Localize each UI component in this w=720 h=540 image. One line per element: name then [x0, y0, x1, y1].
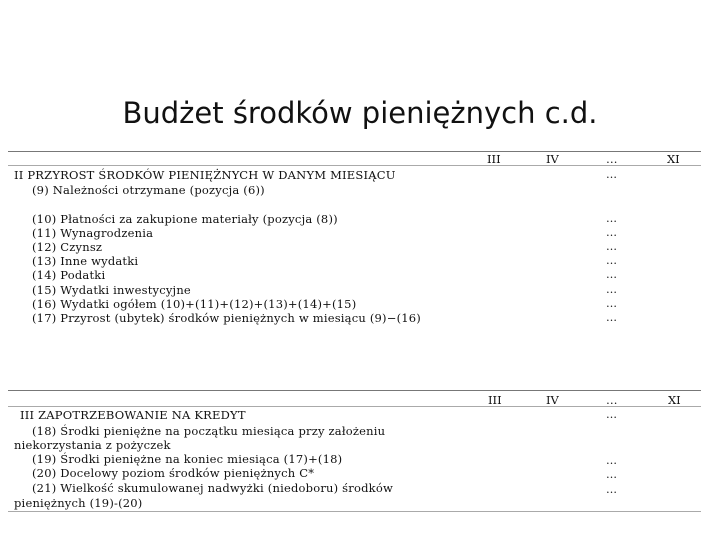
row-label: (11) Wynagrodzenia: [32, 226, 154, 240]
row-label: (12) Czynsz: [32, 240, 103, 254]
row-value: …: [606, 483, 617, 496]
row-value: …: [606, 254, 617, 267]
column-header-iii: III: [488, 393, 502, 407]
column-header-iv: IV: [546, 393, 559, 407]
row-label: (18) Środki pieniężne na początku miesiąca przy założeniu: [32, 424, 386, 438]
row-label: (20) Docelowy poziom środków pieniężnych C*: [32, 466, 315, 480]
row-label: (19) Środki pieniężne na koniec miesiąca (17)+(18): [32, 452, 343, 466]
column-header-ellipsis: …: [606, 393, 618, 407]
section-heading: III ZAPOTRZEBOWANIE NA KREDYT: [20, 408, 246, 422]
slide-title: Budżet środków pieniężnych c.d.: [122, 96, 598, 130]
table-top-rule: [8, 390, 701, 391]
row-label: (15) Wydatki inwestycyjne: [32, 283, 191, 297]
column-header-xi: XI: [667, 152, 680, 166]
table-top-rule-2: [8, 406, 701, 407]
table-top-rule-2: [8, 165, 701, 166]
row-label: (10) Płatności za zakupione materiały (pozycja (8)): [32, 212, 338, 226]
column-header-iii: III: [487, 152, 501, 166]
row-value: …: [606, 468, 617, 481]
column-header-iv: IV: [546, 152, 559, 166]
row-label: niekorzystania z pożyczek: [14, 438, 171, 452]
row-label: (17) Przyrost (ubytek) środków pieniężnych w miesiącu (9)−(16): [32, 311, 421, 325]
row-label: (16) Wydatki ogółem (10)+(11)+(12)+(13)+(14)+(15): [32, 297, 357, 311]
table-bottom-rule: [8, 511, 701, 512]
row-value: …: [606, 408, 617, 421]
row-value: …: [606, 212, 617, 225]
section-heading: II PRZYROST ŚRODKÓW PIENIĘŻNYCH W DANYM MIESIĄCU: [14, 168, 396, 182]
row-value: …: [606, 311, 617, 324]
row-value: …: [606, 268, 617, 281]
row-value: …: [606, 454, 617, 467]
row-label: (21) Wielkość skumulowanej nadwyżki (niedoboru) środków: [32, 481, 393, 495]
column-header-ellipsis: …: [606, 152, 618, 166]
row-value: …: [606, 283, 617, 296]
row-value: …: [606, 168, 617, 181]
column-header-xi: XI: [668, 393, 681, 407]
row-value: …: [606, 226, 617, 239]
row-label: (13) Inne wydatki: [32, 254, 139, 268]
row-label: (9) Należności otrzymane (pozycja (6)): [32, 183, 265, 197]
row-value: …: [606, 240, 617, 253]
table-top-rule: [8, 151, 701, 152]
row-label: (14) Podatki: [32, 268, 106, 282]
row-value: …: [606, 297, 617, 310]
row-label: pieniężnych (19)-(20): [14, 496, 143, 510]
